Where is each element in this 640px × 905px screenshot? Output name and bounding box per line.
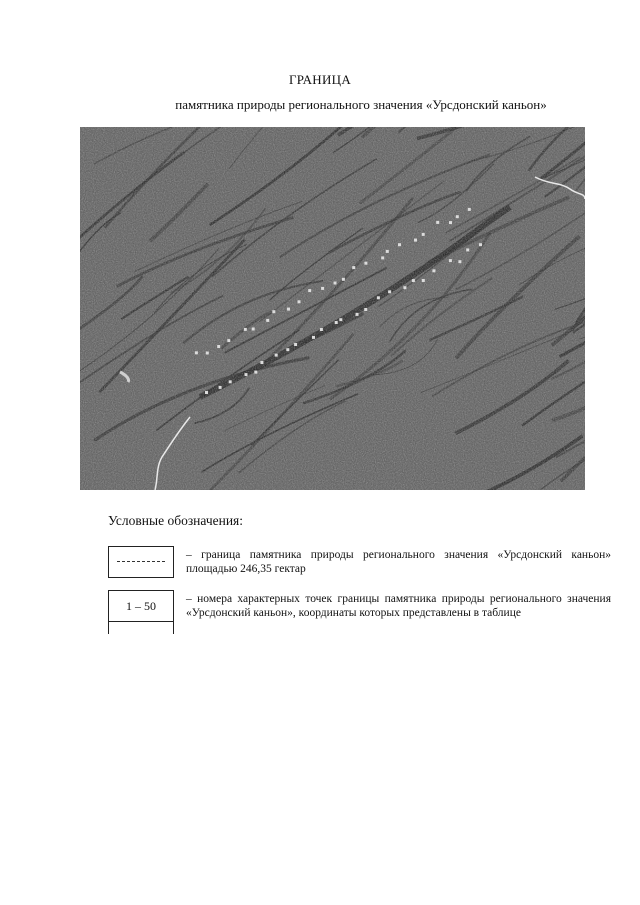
boundary-point	[229, 380, 232, 383]
boundary-point	[227, 339, 230, 342]
boundary-point	[403, 286, 406, 289]
legend-text-boundary: – граница памятника природы регионального значения «Урсдонский каньон» площадью 246,35 гектар	[186, 549, 611, 575]
boundary-point	[364, 308, 367, 311]
boundary-point	[449, 259, 452, 262]
boundary-point	[205, 391, 208, 394]
legend-points-range: 1 – 50	[126, 598, 156, 613]
boundary-point	[458, 260, 461, 263]
boundary-point	[266, 319, 269, 322]
boundary-point	[449, 221, 452, 224]
boundary-point	[252, 328, 255, 331]
boundary-point	[298, 300, 301, 303]
boundary-point	[321, 287, 324, 290]
boundary-point	[479, 243, 482, 246]
legend-symbol-tail	[108, 622, 174, 634]
boundary-point	[320, 328, 323, 331]
boundary-point	[334, 282, 337, 285]
legend-heading: Условные обозначения:	[108, 513, 244, 528]
boundary-point	[217, 345, 220, 348]
boundary-point	[388, 290, 391, 293]
legend-symbol-boundary	[108, 546, 174, 578]
boundary-point	[436, 221, 439, 224]
boundary-point	[422, 279, 425, 282]
relief-map	[80, 127, 585, 490]
boundary-point	[272, 310, 275, 313]
boundary-point	[352, 266, 355, 269]
boundary-point	[275, 354, 278, 357]
boundary-point	[356, 313, 359, 316]
boundary-point	[414, 239, 417, 242]
terrain-texture	[80, 127, 585, 490]
boundary-point	[364, 262, 367, 265]
boundary-point	[219, 386, 222, 389]
boundary-point	[254, 371, 257, 374]
boundary-point	[386, 250, 389, 253]
boundary-point	[286, 348, 289, 351]
map-image	[80, 127, 585, 490]
boundary-point	[432, 269, 435, 272]
boundary-point	[412, 279, 415, 282]
boundary-point	[245, 373, 248, 376]
boundary-point	[294, 343, 297, 346]
boundary-point	[342, 278, 345, 281]
document-subtitle: памятника природы регионального значения «Урсдонский каньон»	[175, 97, 547, 112]
document-title: ГРАНИЦА	[288, 72, 352, 87]
boundary-point	[377, 296, 380, 299]
boundary-point	[260, 361, 263, 364]
boundary-line-symbol	[117, 561, 165, 562]
legend-text-points: – номера характерных точек границы памятника природы регионального значения «Урсдонский каньон», координаты которых представлены в таблице	[186, 593, 611, 619]
boundary-point	[312, 336, 315, 339]
boundary-point	[466, 248, 469, 251]
boundary-point	[468, 208, 471, 211]
boundary-point	[287, 308, 290, 311]
boundary-point	[308, 289, 311, 292]
boundary-point	[195, 351, 198, 354]
legend-symbol-points	[108, 590, 174, 622]
boundary-point	[244, 328, 247, 331]
boundary-point	[381, 256, 384, 259]
boundary-point	[335, 321, 338, 324]
boundary-point	[339, 318, 342, 321]
boundary-point	[206, 352, 209, 355]
boundary-point	[456, 215, 459, 218]
boundary-point	[398, 243, 401, 246]
boundary-point	[422, 233, 425, 236]
